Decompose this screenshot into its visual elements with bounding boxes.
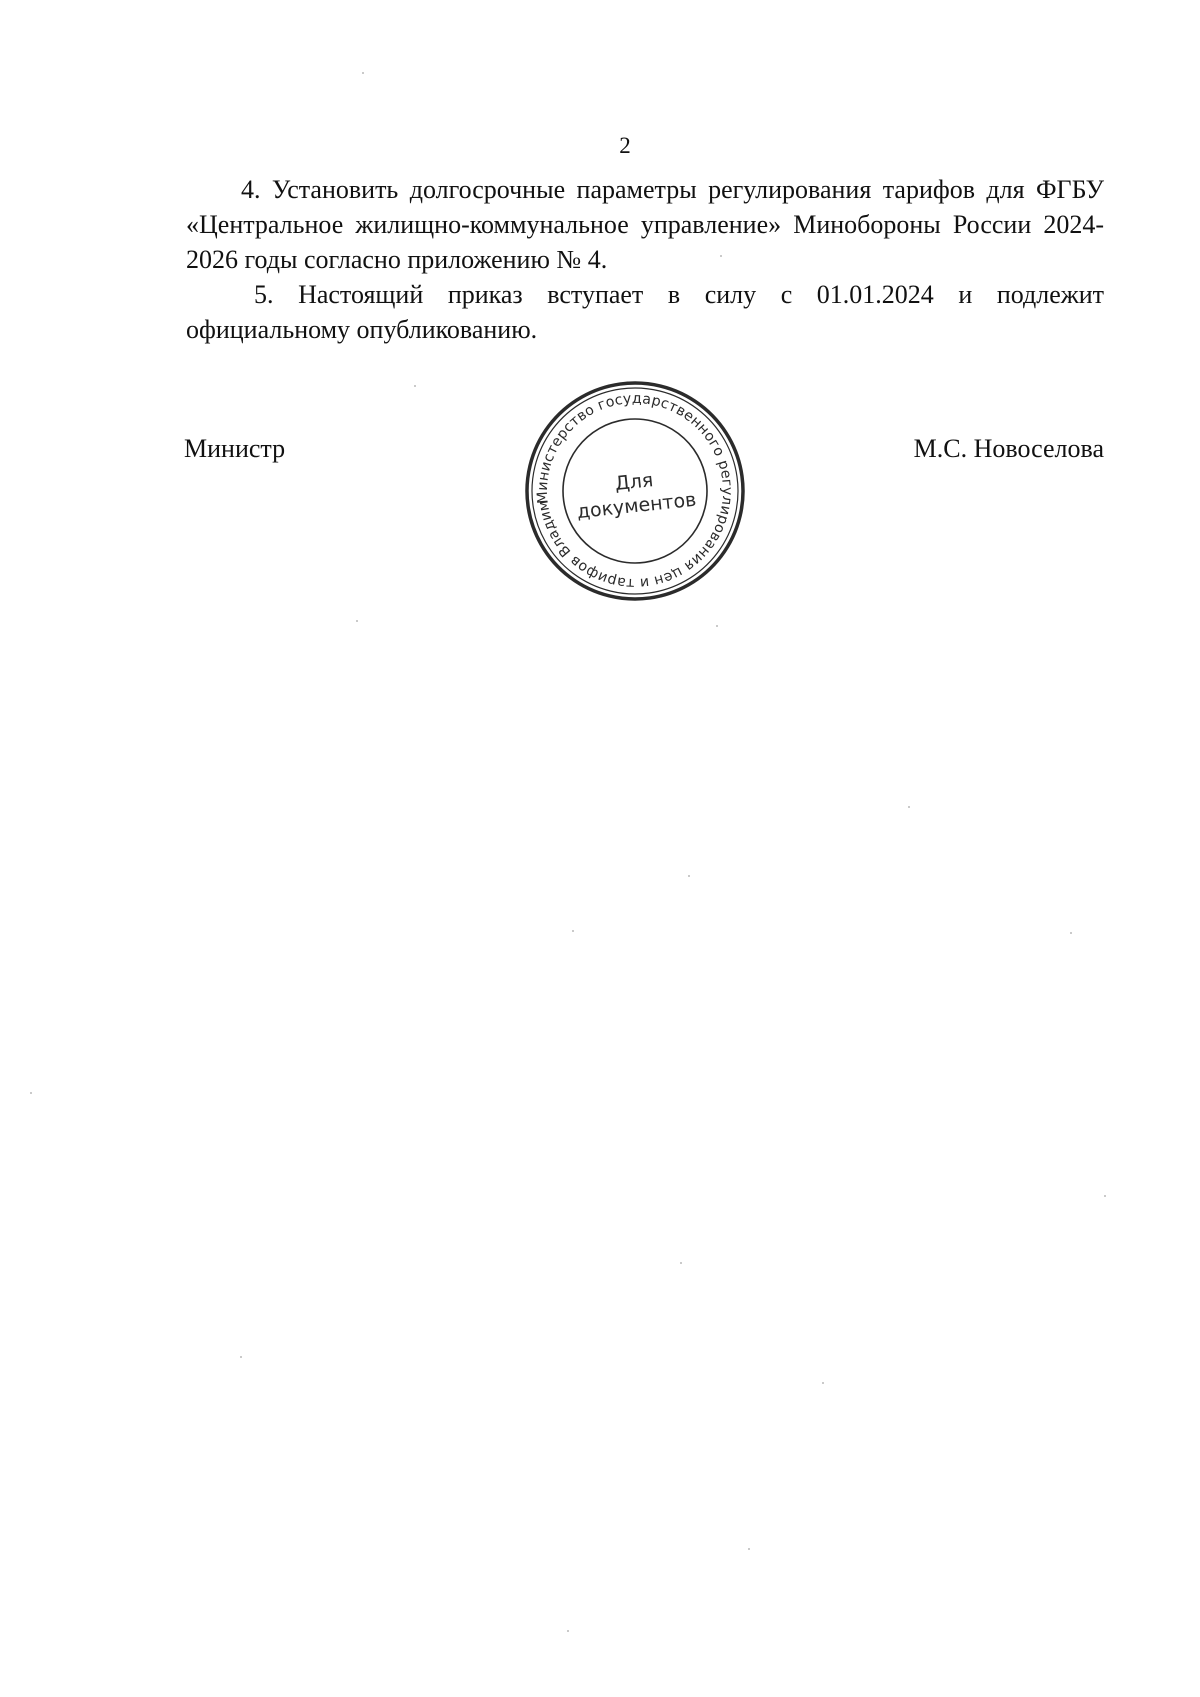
stamp-seal-icon	[520, 376, 750, 606]
paragraph-5: 5. Настоящий приказ вступает в силу с 01.01.2024 и подлежит официальному опубликованию.	[186, 280, 1104, 344]
scan-speck	[414, 385, 416, 387]
scan-speck	[748, 1548, 750, 1550]
scan-speck	[362, 72, 364, 74]
stamp-center-line-2: документов	[575, 488, 698, 524]
scan-speck	[716, 625, 718, 627]
signatory-title: Министр	[184, 434, 286, 463]
official-stamp	[520, 376, 750, 606]
stamp-ring-text: Министерство государственного регулирования цен и тарифов Владимирской	[534, 390, 736, 592]
scan-speck	[680, 1262, 682, 1264]
scan-speck	[572, 930, 574, 932]
scan-speck	[1070, 932, 1072, 934]
scan-speck	[30, 1092, 32, 1094]
paragraph-4: 4. Установить долгосрочные параметры регулирования тарифов для ФГБУ «Центральное жилищно-коммунальное управление» Минобороны России 2024-2026 годы согласно приложению № 4.	[186, 175, 1104, 274]
stamp-center-line-1: Для	[613, 469, 655, 495]
scan-speck	[1104, 1195, 1106, 1197]
scan-speck	[356, 620, 358, 622]
scan-speck	[567, 1630, 569, 1632]
scan-speck	[720, 255, 722, 257]
page-number: 2	[619, 133, 631, 158]
scan-speck	[688, 875, 690, 877]
scan-speck	[822, 1382, 824, 1384]
scan-speck	[908, 806, 910, 808]
signatory-name: М.С. Новоселова	[913, 434, 1104, 463]
scan-speck	[240, 1356, 242, 1358]
